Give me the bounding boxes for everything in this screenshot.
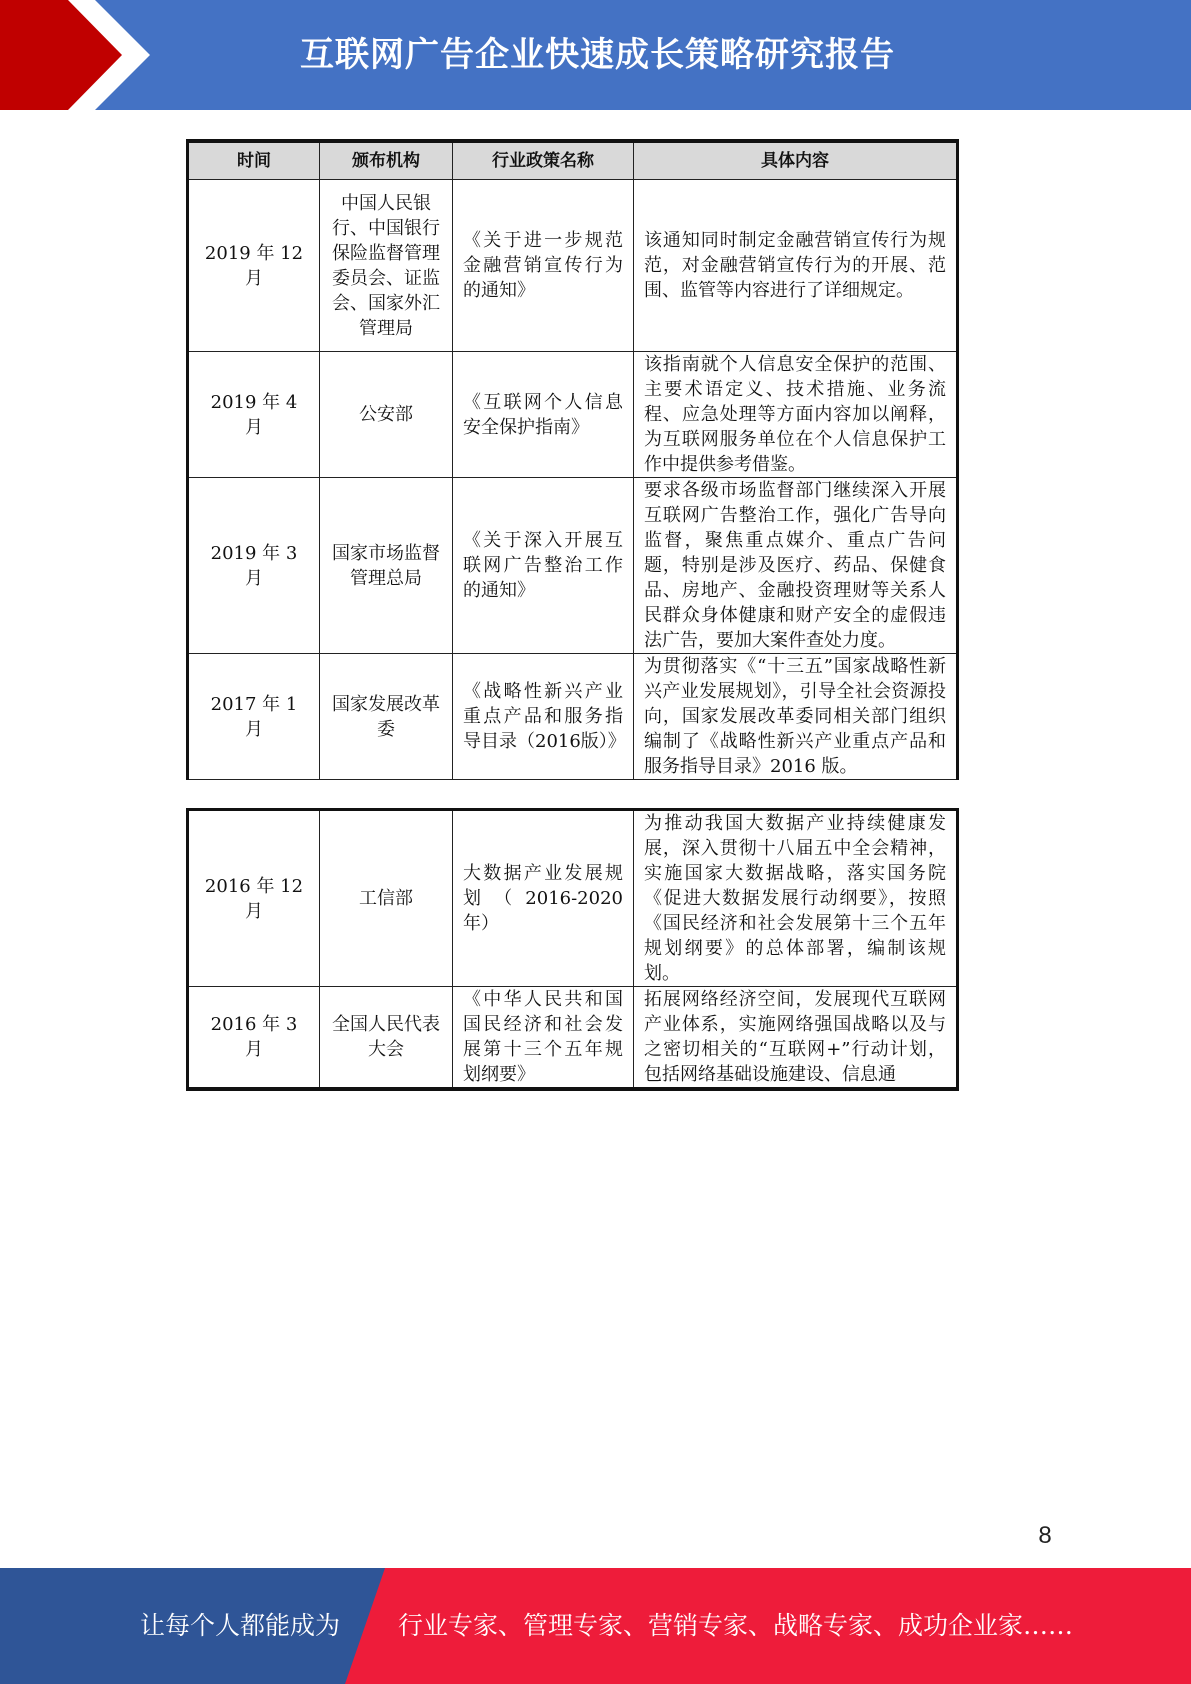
cell-time: 2019 年 4 月 <box>188 352 320 478</box>
table-row <box>188 987 958 1090</box>
header-content: 具体内容 <box>634 141 958 180</box>
page-number: 8 <box>1038 1522 1052 1549</box>
cell-policy-name: 《战略性新兴产业重点产品和服务指导目录（2016版）》 <box>453 654 634 780</box>
footer-slogan-left: 让每个人都能成为 <box>140 1611 341 1640</box>
cell-content: 拓展网络经济空间，发展现代互联网产业体系，实施网络强国战略以及与之密切相关的“互联网+”行动计划，包括网络基础设施建设、信息通 <box>634 987 958 1090</box>
header-policy-name: 行业政策名称 <box>453 141 634 180</box>
table-header-row <box>188 141 958 180</box>
cell-org: 中国人民银行、中国银行保险监督管理委员会、证监会、国家外汇管理局 <box>320 180 453 352</box>
table-row <box>188 180 958 352</box>
table-row <box>188 478 958 654</box>
header-chevron-decoration <box>0 0 160 110</box>
cell-content: 该指南就个人信息安全保护的范围、主要术语定义、技术措施、业务流程、应急处理等方面内容加以阐释，为互联网服务单位在个人信息保护工作中提供参考借鉴。 <box>634 352 958 478</box>
table-row <box>188 810 958 987</box>
footer-band <box>0 1568 1191 1684</box>
cell-policy-name: 《关于深入开展互联网广告整治工作的通知》 <box>453 478 634 654</box>
cell-policy-name: 大数据产业发展规划（2016-2020 年） <box>453 810 634 987</box>
cell-content: 为推动我国大数据产业持续健康发展，深入贯彻十八届五中全会精神，实施国家大数据战略，落实国务院《促进大数据发展行动纲要》，按照《国民经济和社会发展第十三个五年规划纲要》的总体部署，编制该规划。 <box>634 810 958 987</box>
cell-policy-name: 《中华人民共和国国民经济和社会发展第十三个五年规划纲要》 <box>453 987 634 1090</box>
policy-table-part-2 <box>186 808 959 1091</box>
cell-org: 工信部 <box>320 810 453 987</box>
cell-time: 2019 年 12 月 <box>188 180 320 352</box>
cell-time: 2016 年 12 月 <box>188 810 320 987</box>
header-time: 时间 <box>188 141 320 180</box>
table-row <box>188 352 958 478</box>
cell-org: 全国人民代表大会 <box>320 987 453 1090</box>
policy-table-part-1 <box>186 139 959 780</box>
cell-policy-name: 《互联网个人信息安全保护指南》 <box>453 352 634 478</box>
cell-content: 要求各级市场监督部门继续深入开展互联网广告整治工作，强化广告导向监督，聚焦重点媒介、重点广告问题，特别是涉及医疗、药品、保健食品、房地产、金融投资理财等关系人民群众身体健康和财产安全的虚假违法广告，要加大案件查处力度。 <box>634 478 958 654</box>
cell-time: 2017 年 1 月 <box>188 654 320 780</box>
cell-content: 该通知同时制定金融营销宣传行为规范，对金融营销宣传行为的开展、范围、监管等内容进行了详细规定。 <box>634 180 958 352</box>
cell-policy-name: 《关于进一步规范金融营销宣传行为的通知》 <box>453 180 634 352</box>
cell-org: 国家市场监督管理总局 <box>320 478 453 654</box>
header-band <box>0 0 1191 110</box>
header-org: 颁布机构 <box>320 141 453 180</box>
cell-time: 2016 年 3 月 <box>188 987 320 1090</box>
footer-slogan-right: 行业专家、管理专家、营销专家、战略专家、成功企业家…… <box>398 1611 1074 1640</box>
table-row <box>188 654 958 780</box>
cell-content: 为贯彻落实《“十三五”国家战略性新兴产业发展规划》，引导全社会资源投向，国家发展改革委同相关部门组织编制了《战略性新兴产业重点产品和服务指导目录》2016 版。 <box>634 654 958 780</box>
cell-org: 公安部 <box>320 352 453 478</box>
cell-time: 2019 年 3 月 <box>188 478 320 654</box>
cell-org: 国家发展改革委 <box>320 654 453 780</box>
report-title: 互联网广告企业快速成长策略研究报告 <box>300 35 895 75</box>
